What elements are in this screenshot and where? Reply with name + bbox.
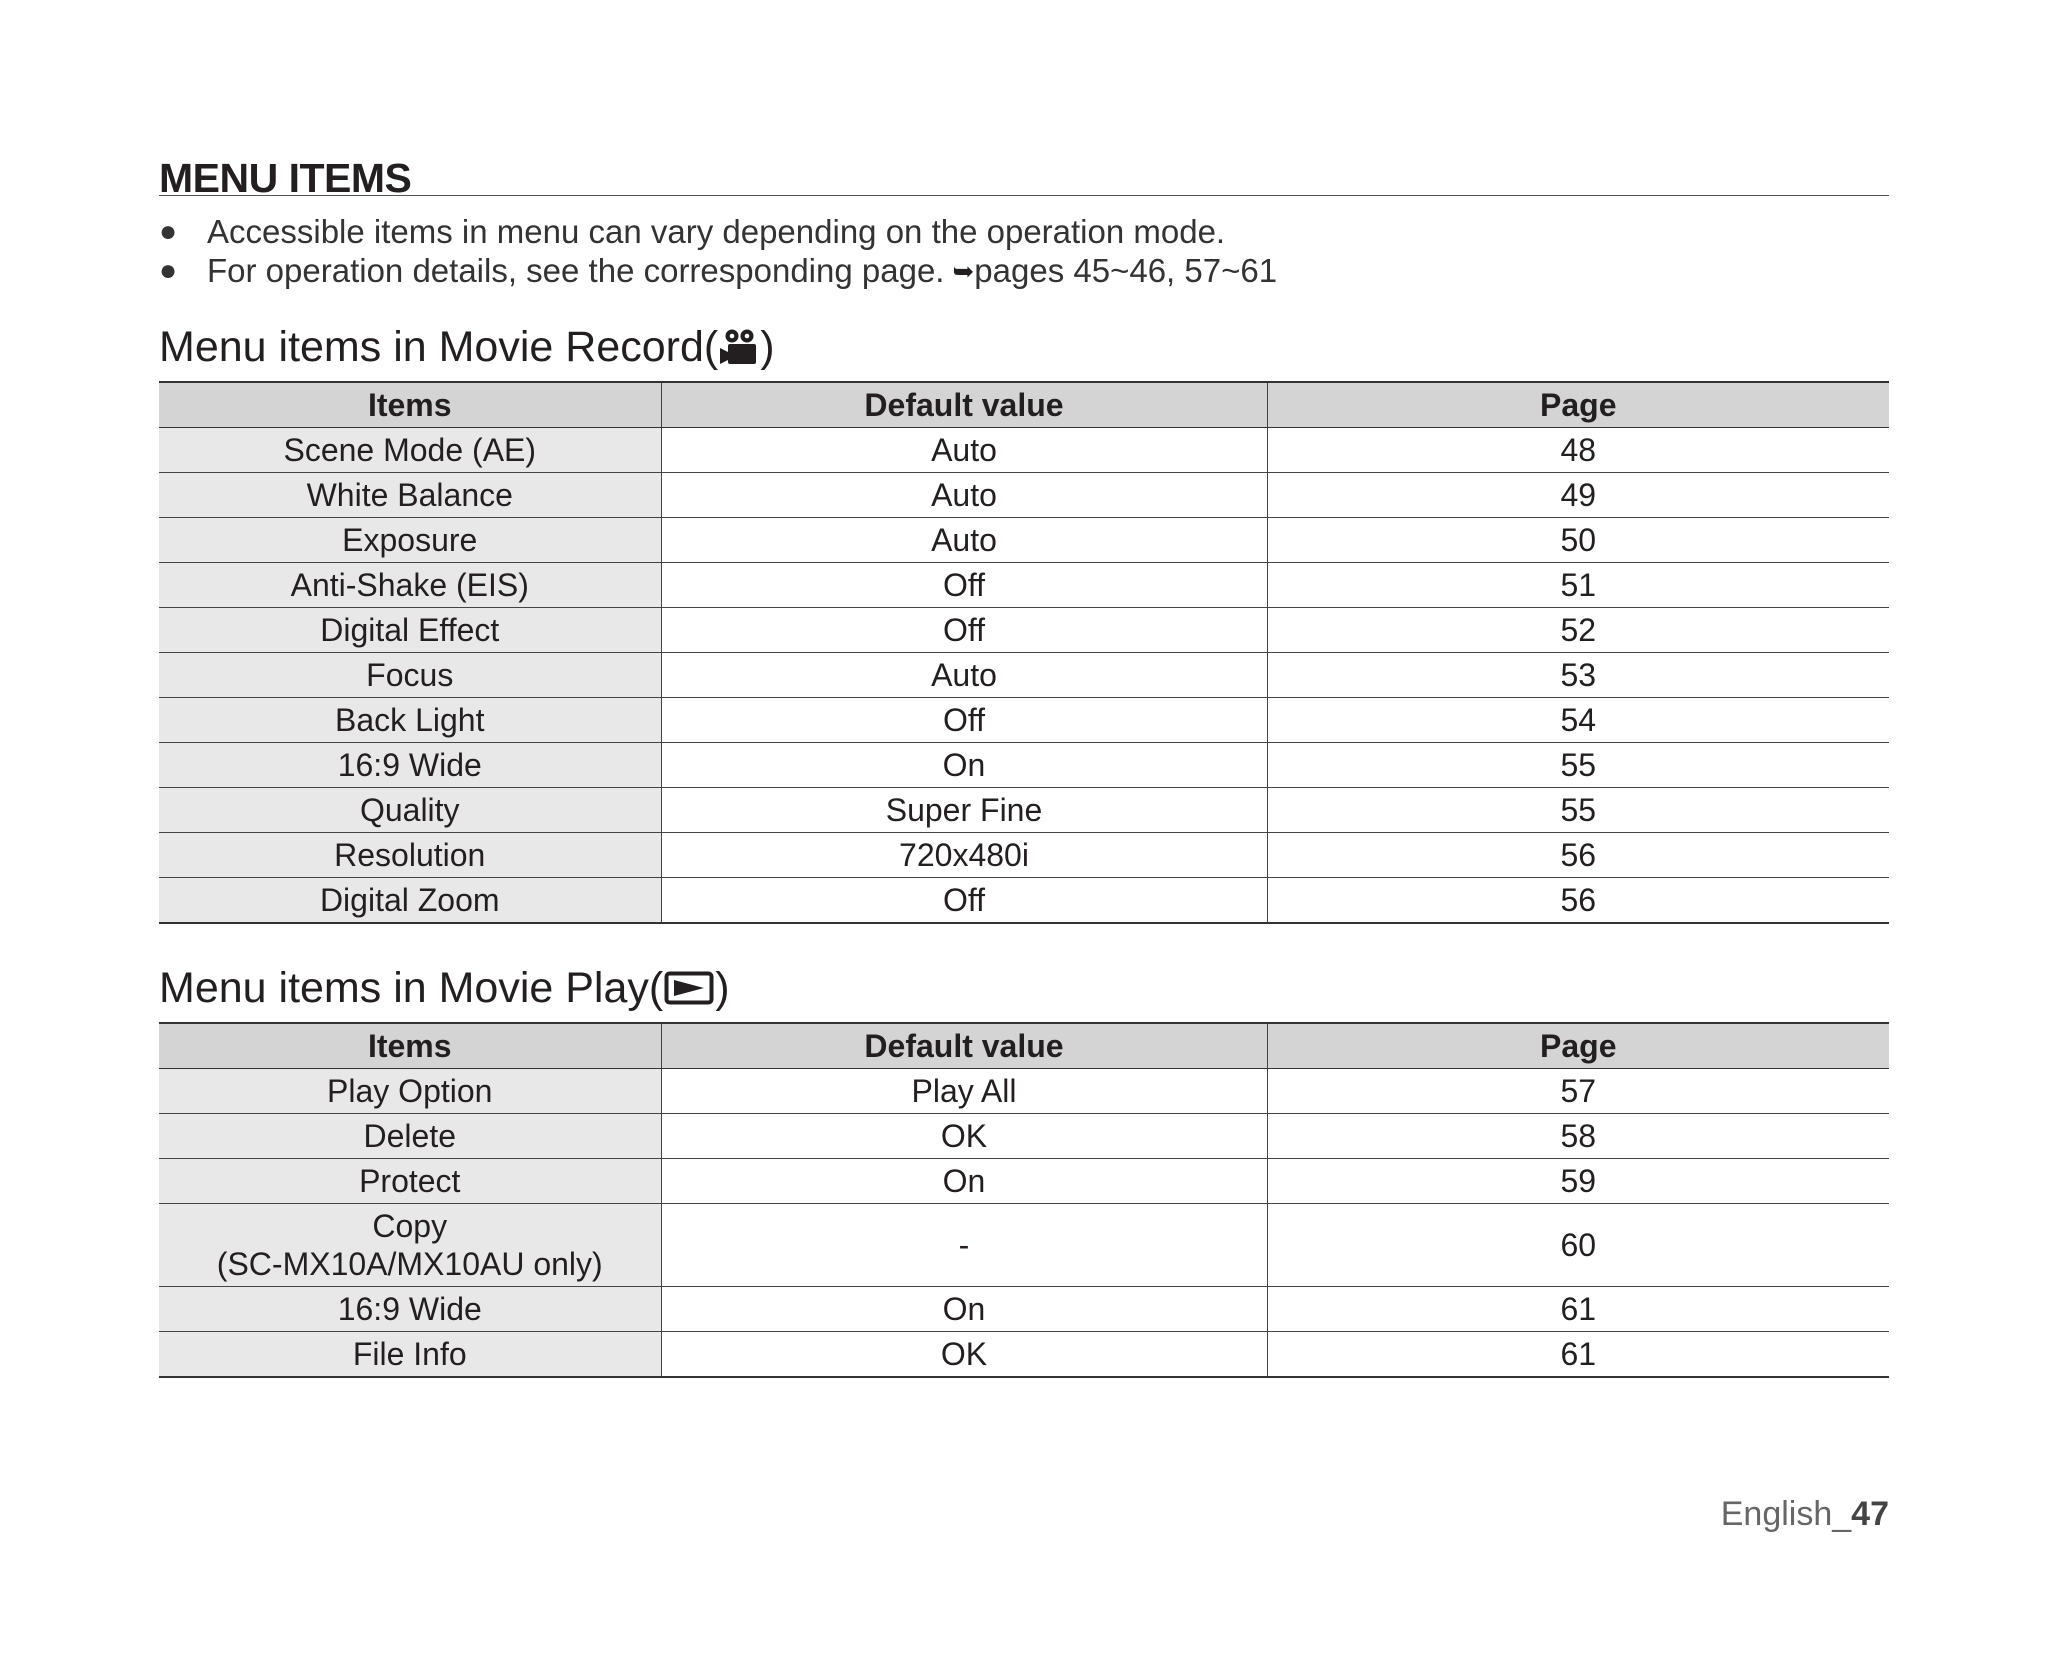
play-section-title [159, 960, 1889, 1016]
item-cell [159, 1204, 661, 1287]
arrow-right-icon: ➥ [952, 256, 975, 286]
default-cell: Super Fine [661, 788, 1267, 833]
header-page: Page [1267, 1023, 1889, 1069]
item-cell: Anti-Shake (EIS) [159, 563, 661, 608]
page-reference: pages 45~46, 57~61 [974, 252, 1278, 289]
footer-language: English_ [1720, 1495, 1852, 1533]
table-row [159, 518, 1889, 563]
table-row [159, 563, 1889, 608]
item-name: Copy [372, 1208, 448, 1244]
default-cell: - [661, 1204, 1267, 1287]
table-row [159, 878, 1889, 924]
page-title: MENU ITEMS [159, 150, 1889, 196]
page-cell: 54 [1267, 698, 1889, 743]
page-cell: 52 [1267, 608, 1889, 653]
page-cell: 56 [1267, 833, 1889, 878]
play-title-prefix: Menu items in Movie Play( [159, 963, 664, 1012]
item-cell: Protect [159, 1159, 661, 1204]
page-cell: 57 [1267, 1069, 1889, 1114]
table-row [159, 1204, 1889, 1287]
page-cell: 55 [1267, 788, 1889, 833]
note-item [159, 212, 1889, 251]
item-cell: 16:9 Wide [159, 1287, 661, 1332]
table-header-row [159, 1023, 1889, 1069]
page-cell: 49 [1267, 473, 1889, 518]
record-menu-table [159, 381, 1889, 924]
page-cell: 60 [1267, 1204, 1889, 1287]
table-row [159, 788, 1889, 833]
page-cell: 61 [1267, 1287, 1889, 1332]
item-cell: Exposure [159, 518, 661, 563]
page-cell: 59 [1267, 1159, 1889, 1204]
default-cell: Off [661, 878, 1267, 924]
record-section-title [159, 319, 1889, 375]
bullet-icon: ● [159, 254, 178, 287]
item-cell: Scene Mode (AE) [159, 428, 661, 473]
default-cell: Auto [661, 518, 1267, 563]
table-row [159, 1287, 1889, 1332]
default-cell: Auto [661, 653, 1267, 698]
item-cell: Digital Zoom [159, 878, 661, 924]
note-item [159, 251, 1889, 291]
header-page: Page [1267, 382, 1889, 428]
page-cell: 55 [1267, 743, 1889, 788]
page-cell: 56 [1267, 878, 1889, 924]
table-row [159, 473, 1889, 518]
page-number: 47 [1851, 1495, 1889, 1533]
note-text: For operation details, see the corresponding page. [207, 252, 945, 289]
item-cell: 16:9 Wide [159, 743, 661, 788]
default-cell: Play All [661, 1069, 1267, 1114]
header-items: Items [159, 1023, 661, 1069]
default-cell: OK [661, 1114, 1267, 1159]
page-footer [1721, 1495, 1889, 1534]
default-cell: Auto [661, 428, 1267, 473]
default-cell: On [661, 1159, 1267, 1204]
item-cell: Resolution [159, 833, 661, 878]
table-row [159, 698, 1889, 743]
record-title-suffix: ) [760, 322, 775, 371]
item-note: (SC-MX10A/MX10AU only) [216, 1246, 603, 1282]
page-cell: 50 [1267, 518, 1889, 563]
table-row [159, 608, 1889, 653]
default-cell: On [661, 1287, 1267, 1332]
default-cell: On [661, 743, 1267, 788]
default-cell: 720x480i [661, 833, 1267, 878]
bullet-icon: ● [159, 215, 178, 248]
table-row [159, 743, 1889, 788]
play-title-suffix: ) [715, 963, 730, 1012]
item-cell: File Info [159, 1332, 661, 1378]
page-cell: 58 [1267, 1114, 1889, 1159]
table-row [159, 1159, 1889, 1204]
movie-camera-icon [719, 327, 759, 367]
table-header-row [159, 382, 1889, 428]
table-row [159, 653, 1889, 698]
header-items: Items [159, 382, 661, 428]
page-cell: 51 [1267, 563, 1889, 608]
page-cell: 48 [1267, 428, 1889, 473]
item-cell: White Balance [159, 473, 661, 518]
item-cell: Back Light [159, 698, 661, 743]
item-cell: Delete [159, 1114, 661, 1159]
table-row [159, 1332, 1889, 1378]
item-cell: Play Option [159, 1069, 661, 1114]
default-cell: OK [661, 1332, 1267, 1378]
item-cell: Quality [159, 788, 661, 833]
header-default-value: Default value [661, 382, 1267, 428]
default-cell: Off [661, 563, 1267, 608]
item-cell: Focus [159, 653, 661, 698]
header-default-value: Default value [661, 1023, 1267, 1069]
item-cell: Digital Effect [159, 608, 661, 653]
page-cell: 53 [1267, 653, 1889, 698]
table-row [159, 833, 1889, 878]
record-title-prefix: Menu items in Movie Record( [159, 322, 719, 371]
page-cell: 61 [1267, 1332, 1889, 1378]
table-row [159, 428, 1889, 473]
table-row [159, 1114, 1889, 1159]
note-text: Accessible items in menu can vary depending on the operation mode. [207, 213, 1226, 250]
play-icon [664, 971, 714, 1005]
table-row [159, 1069, 1889, 1114]
default-cell: Off [661, 608, 1267, 653]
default-cell: Auto [661, 473, 1267, 518]
page-content [159, 150, 1889, 1378]
play-menu-table [159, 1022, 1889, 1378]
notes-list [159, 212, 1889, 291]
default-cell: Off [661, 698, 1267, 743]
